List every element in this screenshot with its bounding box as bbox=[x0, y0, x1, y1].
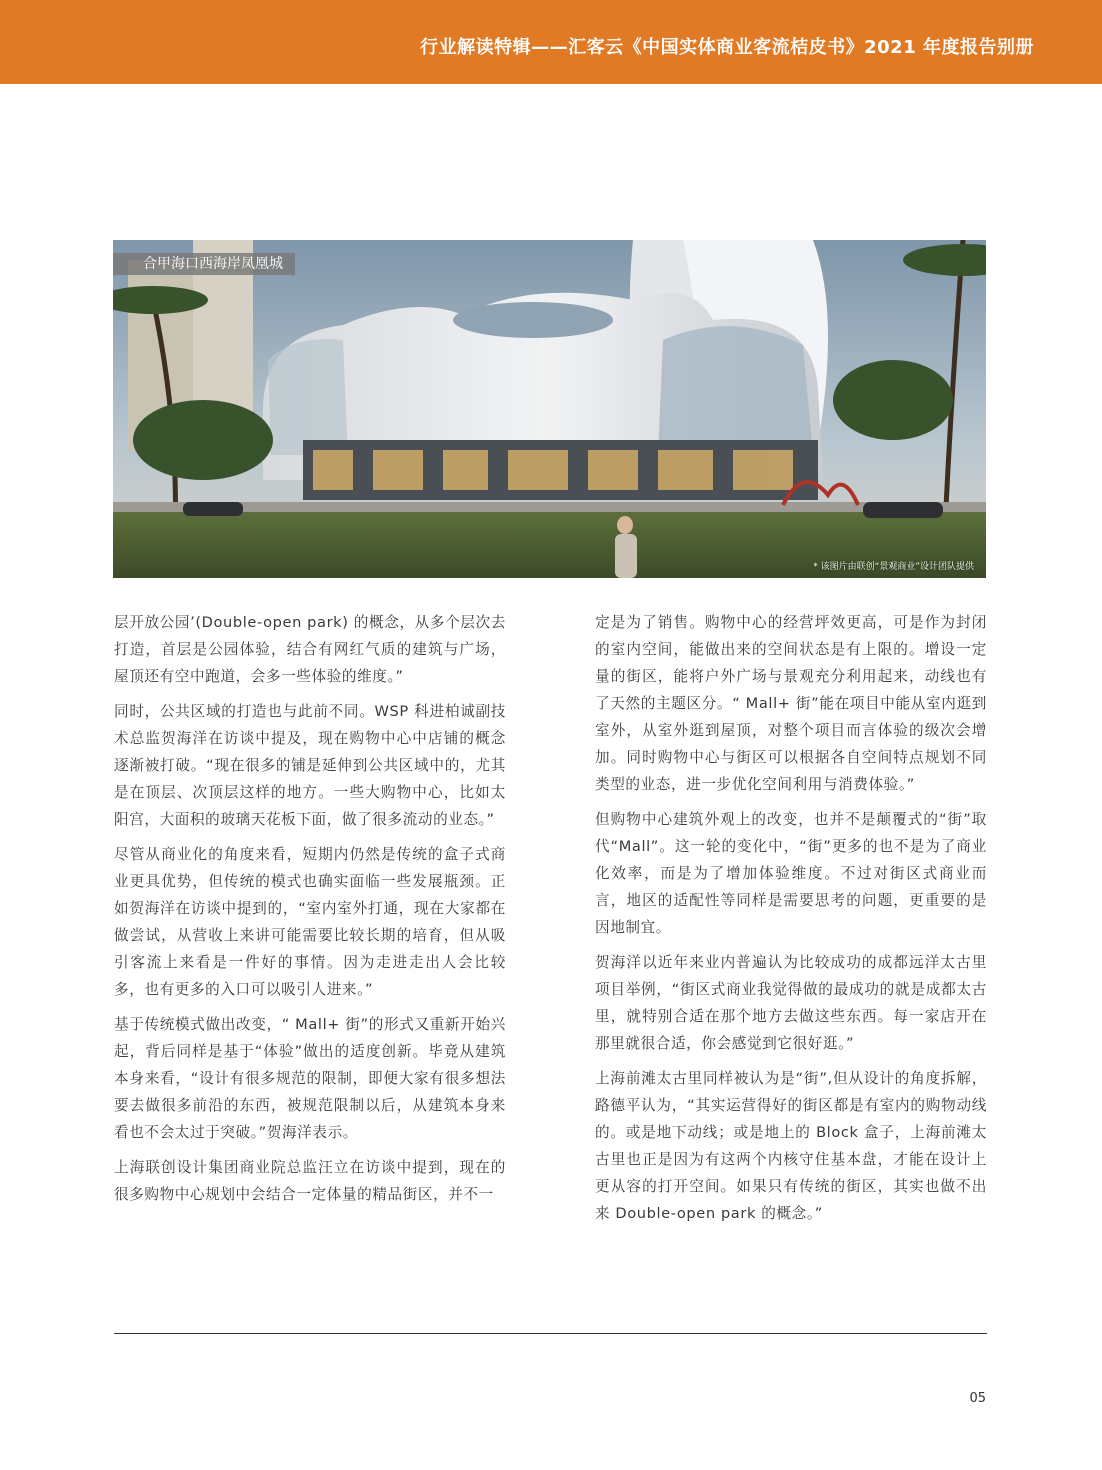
page-number: 05 bbox=[969, 1391, 986, 1406]
article-column-left bbox=[114, 609, 506, 1216]
header-title: 行业解读特辑——汇客云《中国实体商业客流桔皮书》2021 年度报告别册 bbox=[420, 37, 1034, 58]
photo-credit: * 该图片由联创“景观商业”设计团队提供 bbox=[813, 562, 974, 572]
paragraph: 同时，公共区域的打造也与此前不同。WSP 科进柏诚副技术总监贺海洋在访谈中提及，现在购物中心中店铺的概念逐渐被打破。“现在很多的铺是延伸到公共区域中的，尤其是在顶层、次顶层这样的地方。一些大购物中心，比如太阳宫，大面积的玻璃天花板下面，做了很多流动的业态。” bbox=[114, 703, 506, 828]
paragraph: 但购物中心建筑外观上的改变，也并不是颠覆式的“街”取代“Mall”。这一轮的变化中，“街”更多的也不是为了商业化效率，而是为了增加体验维度。不过对街区式商业而言，地区的适配性等同样是需要思考的问题，更重要的是因地制宜。 bbox=[595, 811, 987, 936]
paragraph: 贺海洋以近年来业内普遍认为比较成功的成都远洋太古里项目举例，“街区式商业我觉得做的最成功的就是成都太古里，就特别合适在那个地方去做这些东西。每一家店开在那里就很合适，你会感觉到它很好逛。” bbox=[595, 954, 987, 1052]
paragraph: 基于传统模式做出改变，“ Mall+ 街”的形式又重新开始兴起，背后同样是基于“体验”做出的适度创新。毕竟从建筑本身来看，“设计有很多规范的限制，即便大家有很多想法要去做很多前沿的东西，被规范限制以后，从建筑本身来看也不会太过于突破。”贺海洋表示。 bbox=[114, 1016, 506, 1141]
photo-caption: 合甲海口西海岸凤凰城 bbox=[113, 253, 295, 275]
paragraph: 尽管从商业化的角度来看，短期内仍然是传统的盒子式商业更具优势，但传统的模式也确实面临一些发展瓶颈。正如贺海洋在访谈中提到的，“室内室外打通，现在大家都在做尝试，从营收上来讲可能需要比较长期的培育，但从吸引客流上来看是一件好的事情。因为走进走出人会比较多，也有更多的入口可以吸引人进来。” bbox=[114, 846, 506, 998]
header-banner bbox=[0, 0, 1102, 84]
paragraph: 上海前滩太古里同样被认为是“街”,但从设计的角度拆解，路德平认为，“其实运营得好的街区都是有室内的购物动线的。或是地下动线；或是地上的 Block 盒子，上海前滩太古里也正是因为有这两个内核守住基本盘，才能在设计上更从容的打开空间。如果只有传统的街区，其实也做不出来 Double-open park 的概念。” bbox=[595, 1070, 987, 1222]
building-illustration bbox=[113, 240, 986, 578]
article-column-right bbox=[595, 609, 987, 1235]
paragraph: 上海联创设计集团商业院总监汪立在访谈中提到，现在的很多购物中心规划中会结合一定体量的精品街区，并不一 bbox=[114, 1159, 506, 1203]
paragraph: 定是为了销售。购物中心的经营坪效更高，可是作为封闭的室内空间，能做出来的空间状态是有上限的。增设一定量的街区，能将户外广场与景观充分利用起来，动线也有了天然的主题区分。“ Mall+ 街”能在项目中能从室内逛到室外，从室外逛到屋顶，对整个项目而言体验的级次会增加。同时购物中心与街区可以根据各自空间特点规划不同类型的业态，进一步优化空间利用与消费体验。” bbox=[595, 614, 987, 793]
footer-divider bbox=[114, 1333, 987, 1334]
paragraph: 层开放公园’(Double-open park) 的概念，从多个层次去打造，首层是公园体验，结合有网红气质的建筑与广场，屋顶还有空中跑道，会多一些体验的维度。” bbox=[114, 614, 506, 685]
feature-photo bbox=[113, 240, 986, 578]
